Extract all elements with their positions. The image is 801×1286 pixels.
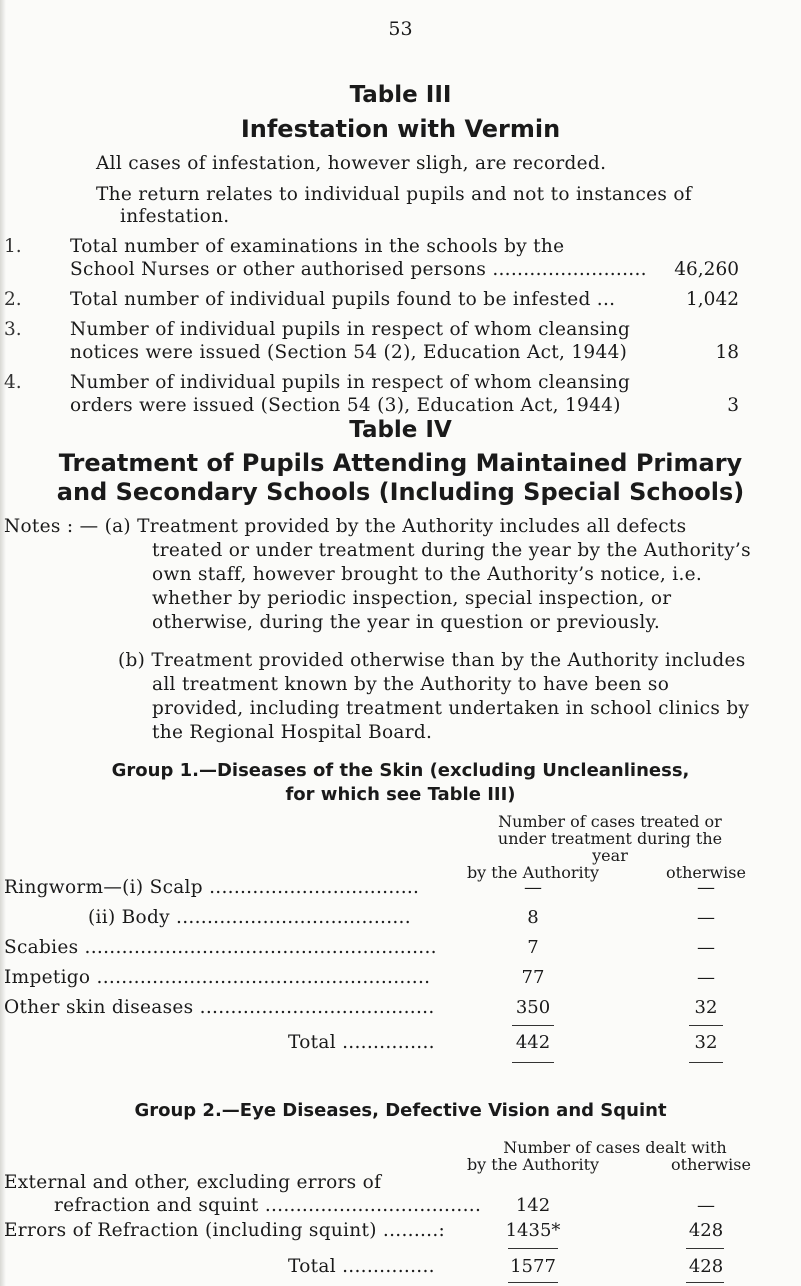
group2-total-label: Total ............... — [288, 1256, 435, 1277]
page-edge-shadow — [0, 0, 6, 1286]
group2-total-otherwise: 428 — [688, 1256, 724, 1277]
table3-intro-line2: The return relates to individual pupils and not to instances of — [96, 184, 692, 205]
item-number: 3. — [4, 319, 22, 340]
note-b-line: provided, including treatment undertaken in school clinics by — [152, 698, 750, 719]
item-value: 46,260 — [674, 259, 739, 280]
group1-row-label: Scabies ......................................................... — [4, 937, 437, 958]
note-b-line: (b) Treatment provided otherwise than by the Authority includes — [118, 650, 746, 671]
group1-row-authority: — — [524, 877, 542, 898]
table4-subtitle-line1: Treatment of Pupils Attending Maintained Primary — [58, 449, 743, 477]
group2-row2-authority: 1435* — [505, 1220, 561, 1241]
group1-row-authority: 77 — [521, 967, 545, 988]
group1-total-authority: 442 — [515, 1032, 551, 1053]
item-text: Number of individual pupils in respect of whom cleansing — [70, 319, 631, 340]
note-a-line: Notes : — (a) Treatment provided by the Authority includes all defects — [4, 516, 687, 537]
group1-header-line2: under treatment during the — [497, 829, 723, 848]
item-text: notices were issued (Section 54 (2), Education Act, 1944) — [70, 342, 628, 363]
group1-row-authority: 7 — [527, 937, 539, 958]
group1-row-otherwise: — — [697, 907, 715, 928]
group1-rule — [689, 1025, 723, 1026]
group1-row-otherwise: 32 — [694, 997, 718, 1018]
group1-rule — [689, 1062, 723, 1063]
group1-header-line3: year — [592, 846, 628, 865]
item-text: Total number of individual pupils found to be infested ... — [70, 289, 616, 310]
note-a-line: treated or under treatment during the year by the Authority’s — [152, 540, 751, 561]
group2-row1-authority: 142 — [515, 1195, 551, 1216]
group2-row1-label-cont: refraction and squint ................................... — [54, 1195, 482, 1216]
table3-subtitle: Infestation with Vermin — [240, 115, 561, 143]
table3-title: Table III — [349, 82, 452, 108]
note-b-line: all treatment known by the Authority to have been so — [152, 674, 670, 695]
group2-col-otherwise: otherwise — [671, 1155, 751, 1174]
note-a-line: whether by periodic inspection, special inspection, or — [152, 588, 672, 609]
note-b-line: the Regional Hospital Board. — [152, 722, 433, 743]
group1-row-otherwise: — — [697, 937, 715, 958]
note-a-line: otherwise, during the year in question or previously. — [152, 612, 661, 633]
group1-header-line1: Number of cases treated or — [498, 812, 722, 831]
item-value: 1,042 — [686, 289, 739, 310]
note-a-line: own staff, however brought to the Authority’s notice, i.e. — [152, 564, 703, 585]
table3-intro-line1: All cases of infestation, however sligh, are recorded. — [96, 153, 607, 174]
item-text: Total number of examinations in the schools by the — [70, 236, 565, 257]
group1-row-authority: 350 — [515, 997, 551, 1018]
item-number: 4. — [4, 372, 22, 393]
group2-rule — [508, 1282, 558, 1283]
group2-rule — [686, 1282, 724, 1283]
group1-rule — [512, 1025, 554, 1026]
table4-title: Table IV — [349, 417, 452, 443]
group2-col-authority: by the Authority — [466, 1155, 600, 1174]
group1-total-label: Total ............... — [288, 1032, 435, 1053]
table4-subtitle-line2: and Secondary Schools (Including Special Schools) — [56, 478, 745, 506]
group2-total-authority: 1577 — [510, 1256, 556, 1277]
group2-row2-label: Errors of Refraction (including squint) .........: — [4, 1220, 446, 1241]
group1-col-authority: by the Authority — [466, 863, 600, 882]
group1-rule — [512, 1062, 554, 1063]
table3-intro-line2-cont: infestation. — [120, 206, 230, 227]
group2-header: Number of cases dealt with — [503, 1138, 727, 1157]
group2-row1-label: External and other, excluding errors of — [4, 1172, 382, 1193]
group2-title: Group 2.—Eye Diseases, Defective Vision and Squint — [134, 1100, 667, 1121]
group1-title-line1: Group 1.—Diseases of the Skin (excluding Uncleanliness, — [111, 760, 690, 781]
group1-row-authority: 8 — [527, 907, 539, 928]
group1-row-label: Impetigo ...................................................... — [4, 967, 431, 988]
item-text: School Nurses or other authorised persons ......................... — [70, 259, 647, 280]
group1-row-label: (ii) Body ...................................... — [88, 907, 411, 928]
group1-total-otherwise: 32 — [694, 1032, 718, 1053]
group1-row-otherwise: — — [697, 877, 715, 898]
page-number: 53 — [388, 18, 413, 40]
group1-row-label: Other skin diseases ...................................... — [4, 997, 435, 1018]
group1-title-line2: for which see Table III) — [285, 784, 516, 805]
item-number: 1. — [4, 236, 22, 257]
item-text: orders were issued (Section 54 (3), Education Act, 1944) — [70, 395, 621, 416]
group2-rule — [508, 1248, 558, 1249]
group2-row1-otherwise: — — [697, 1195, 715, 1216]
item-value: 18 — [715, 342, 739, 363]
item-value: 3 — [727, 395, 739, 416]
group1-col-otherwise: otherwise — [666, 863, 746, 882]
group2-rule — [686, 1248, 724, 1249]
group1-row-label: Ringworm—(i) Scalp .................................. — [4, 877, 420, 898]
item-text: Number of individual pupils in respect of whom cleansing — [70, 372, 631, 393]
group2-row2-otherwise: 428 — [688, 1220, 724, 1241]
group1-row-otherwise: — — [697, 967, 715, 988]
item-number: 2. — [4, 289, 22, 310]
